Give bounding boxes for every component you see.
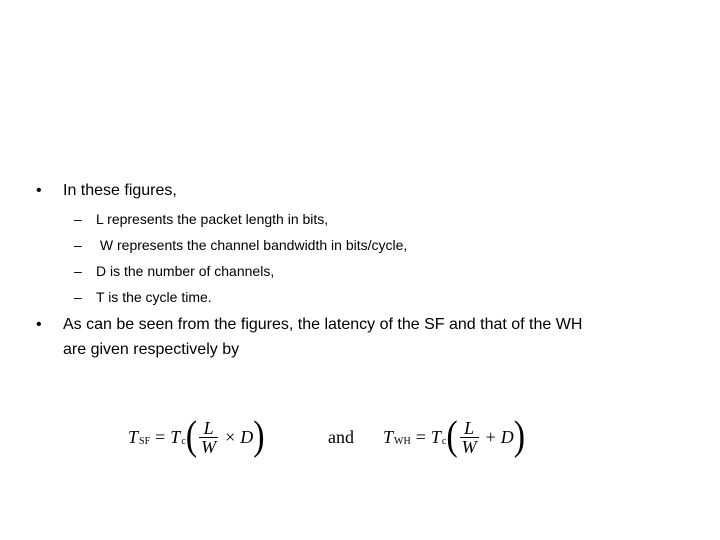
formula-symbol: T <box>430 426 441 447</box>
paren-open: ( <box>185 414 198 459</box>
sub-item-text: L represents the packet length in bits, <box>96 211 329 227</box>
sub-item-text: W represents the channel bandwidth in bits/cycle, <box>96 237 408 253</box>
fraction-denominator: W <box>461 436 477 457</box>
formula-subscript: c <box>441 435 447 447</box>
paren-close: ) <box>253 414 265 459</box>
formula-symbol: D <box>240 426 254 447</box>
bullet-marker: • <box>36 182 42 199</box>
formula-operator: = <box>415 426 426 447</box>
formula-symbol: T <box>128 426 139 447</box>
formula-symbol: T <box>383 426 394 447</box>
sf-latency-formula <box>128 412 265 462</box>
connector-text: and <box>328 426 354 447</box>
bullet-marker: • <box>36 316 42 333</box>
dash-marker: – <box>74 237 82 253</box>
sub-item-text: D is the number of channels, <box>96 263 275 279</box>
fraction-denominator: W <box>201 436 217 457</box>
formula-symbol: D <box>500 426 514 447</box>
dash-marker: – <box>74 211 82 227</box>
bullet-text-line-1: As can be seen from the figures, the latency of the SF and that of the WH <box>63 316 583 333</box>
formula-operator: × <box>225 426 236 447</box>
formula-operator: = <box>155 426 166 447</box>
paren-open: ( <box>446 414 458 459</box>
fraction <box>460 419 479 456</box>
formula-symbol: T <box>170 426 181 447</box>
dash-marker: – <box>74 289 82 305</box>
latency-formulas <box>128 412 588 462</box>
sub-item-text: T is the cycle time. <box>96 289 212 305</box>
bullet-text-line-2: are given respectively by <box>63 341 240 358</box>
fraction-numerator: L <box>464 417 475 438</box>
formula-subscript: SF <box>139 435 151 447</box>
formula-subscript: c <box>181 435 186 447</box>
formula-connector <box>328 412 354 462</box>
dash-marker: – <box>74 263 82 279</box>
formula-subscript: WH <box>394 435 411 447</box>
formula-operator: + <box>485 426 496 447</box>
fraction-numerator: L <box>203 417 214 438</box>
bullet-text: In these figures, <box>63 182 177 199</box>
paren-close: ) <box>513 414 526 459</box>
fraction <box>199 419 218 456</box>
wh-latency-formula <box>383 412 525 462</box>
